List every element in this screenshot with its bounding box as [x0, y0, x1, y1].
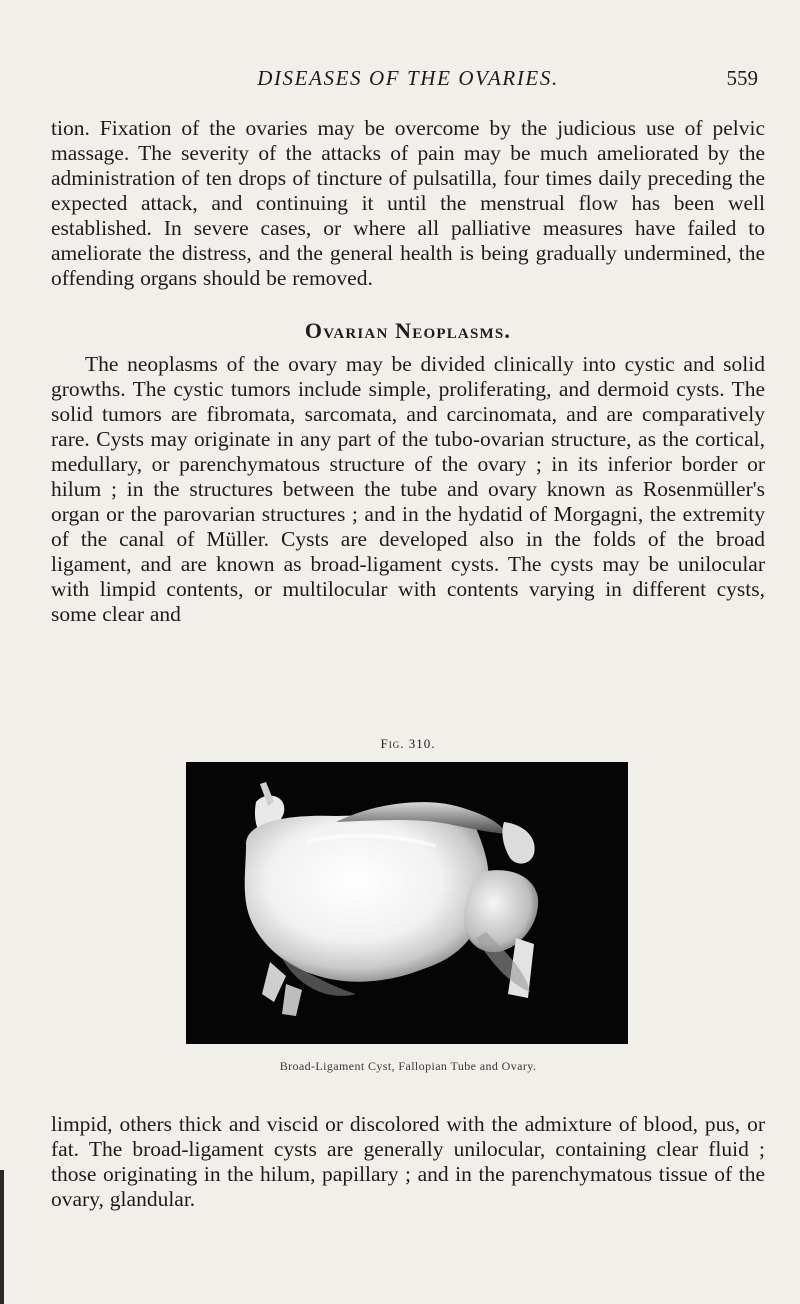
- page-edge-shadow: [0, 1170, 4, 1304]
- page-number: 559: [726, 66, 758, 90]
- broad-ligament-cyst-illustration: [186, 762, 628, 1044]
- paragraph-2: The neoplasms of the ovary may be divided clinically into cystic and solid growths. The cystic tumors include simple, proliferating, and dermoid cysts. The solid tumors are fibromata, sarcomata, and carcinomata, and are comparatively rare. Cysts may originate in any part of the tubo-ovarian structure, as the cortical, medullary, or parenchymatous structure of the ovary ; in its inferior border or hilum ; in the structures between the tube and ovary known as Rosenmüller's organ or the parovarian structures ; and in the hydatid of Morgagni, the extremity of the canal of Müller. Cysts are developed also in the folds of the broad ligament, and are known as broad-ligament cysts. The cysts may be unilocular with limpid contents, or multilocular with contents varying in different cysts, some clear and: [51, 352, 765, 626]
- paragraph-3: limpid, others thick and viscid or discolored with the admixture of blood, pus, or fat. The broad-ligament cysts are generally unilocular, containing clear fluid ; those originating in the hilum, papillary ; and in the parenchymatous tissue of the ovary, glandular.: [51, 1112, 765, 1211]
- figure-caption: Broad-Ligament Cyst, Fallopian Tube and Ovary.: [279, 1059, 537, 1073]
- section-heading: Ovarian Neoplasms.: [304, 318, 512, 343]
- figure-image: [186, 762, 628, 1044]
- running-title: DISEASES OF THE OVARIES.: [257, 66, 559, 90]
- paragraph-1: tion. Fixation of the ovaries may be overcome by the judicious use of pelvic massage. The severity of the attacks of pain may be much ameliorated by the administration of ten drops of tincture of pulsatilla, four times daily preceding the expected attack, and continuing it until the menstrual flow has been well established. In severe cases, or where all palliative measures have failed to ameliorate the distress, and the general health is being gradually undermined, the offending organs should be removed.: [51, 116, 765, 290]
- running-head: [58, 66, 758, 96]
- figure-label: Fig. 310.: [380, 736, 436, 751]
